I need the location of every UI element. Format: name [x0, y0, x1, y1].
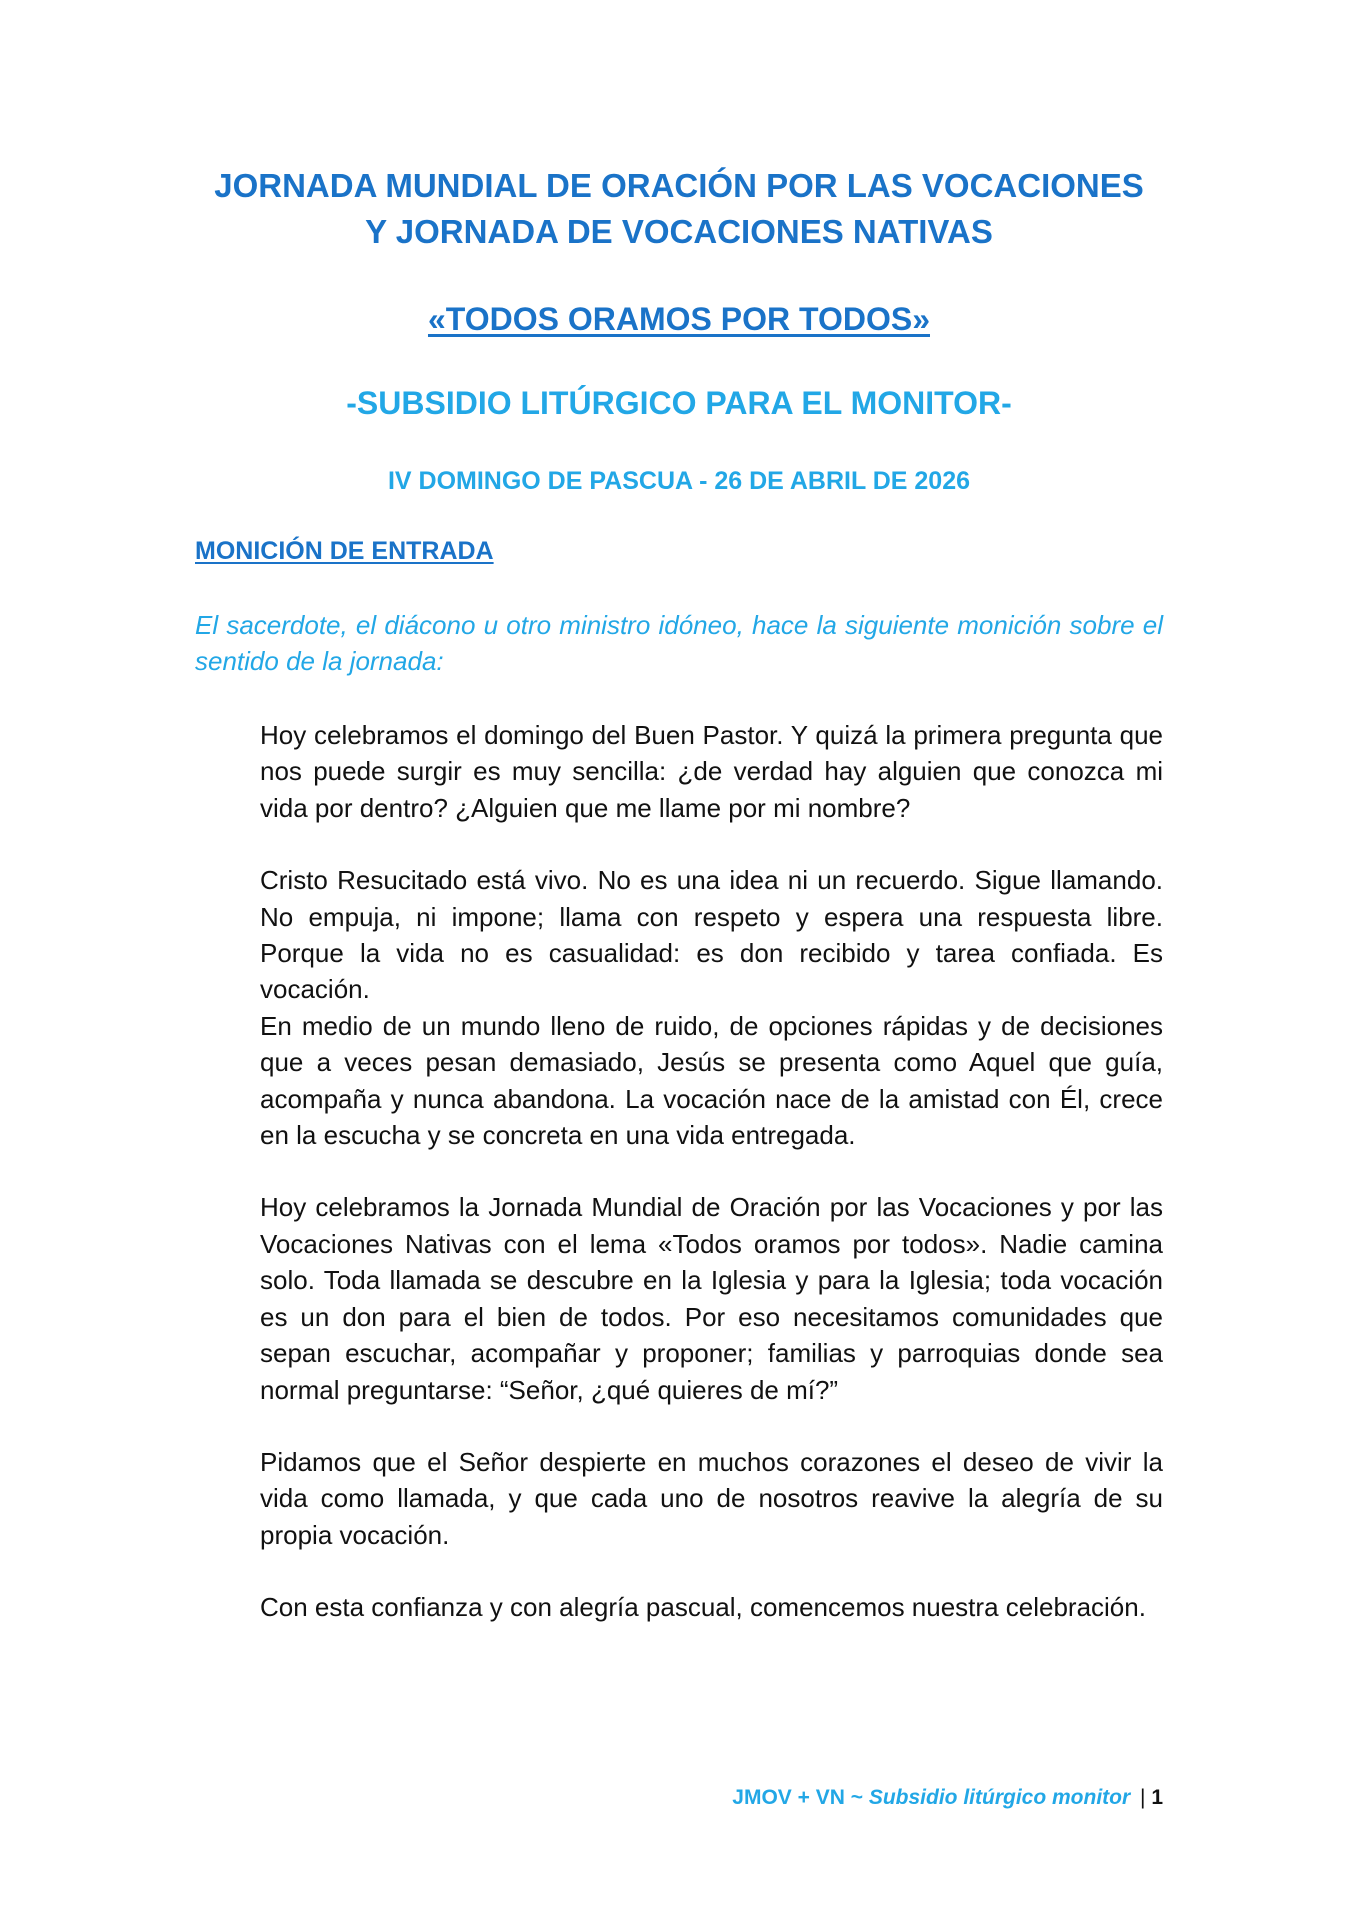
motto-heading: «TODOS ORAMOS POR TODOS» — [427, 301, 930, 337]
title-line-1: JORNADA MUNDIAL DE ORACIÓN POR LAS VOCACIONES — [214, 167, 1144, 204]
rubric-instruction: El sacerdote, el diácono u otro ministro idóneo, hace la siguiente monición sobre el sentido de la jornada: — [195, 610, 1163, 676]
subsidio-heading: -SUBSIDIO LITÚRGICO PARA EL MONITOR- — [346, 385, 1012, 421]
page-footer — [732, 1784, 1163, 1812]
section-heading: MONICIÓN DE ENTRADA — [195, 537, 494, 565]
paragraph: Pidamos que el Señor despierte en muchos corazones el deseo de vivir la vida como llamada, y que cada uno de nosotros reavive la alegría de su propia vocación. — [260, 1446, 1163, 1550]
paragraph: Hoy celebramos la Jornada Mundial de Oración por las Vocaciones y por las Vocaciones Nativas con el lema «Todos oramos por todos». Nadie camina solo. Toda llamada se descubre en la Iglesia y para la Iglesia; toda vocación es un don para el bien de todos. Por eso necesitamos comunidades que sepan escuchar, acompañar y proponer; familias y parroquias donde sea normal preguntarse: “Señor, ¿qué quieres de mí?” — [260, 1192, 1163, 1405]
title-line-2: Y JORNADA DE VOCACIONES NATIVAS — [365, 213, 993, 250]
document-title — [195, 163, 1163, 255]
footer-doc-title: Subsidio litúrgico monitor — [868, 1786, 1131, 1809]
paragraph: En medio de un mundo lleno de ruido, de opciones rápidas y de decisiones que a veces pesan demasiado, Jesús se presenta como Aquel que guía, acompaña y nunca abandona. La vocación nace de la amistad con Él, crece en la escucha y se concreta en una vida entregada. — [260, 1010, 1163, 1151]
page-number: 1 — [1151, 1786, 1163, 1809]
footer-short-title: JMOV + VN ~ — [732, 1786, 863, 1809]
paragraph: Hoy celebramos el domingo del Buen Pastor. Y quizá la primera pregunta que nos puede surgir es muy sencilla: ¿de verdad hay alguien que conozca mi vida por dentro? ¿Alguien que me llame por mi nombre? — [260, 720, 1163, 823]
paragraph: Cristo Resucitado está vivo. No es una idea ni un recuerdo. Sigue llamando. No empuja, ni impone; llama con respeto y espera una respuesta libre. Porque la vida no es casualidad: es don recibido y tarea confiada. Es vocación. — [260, 865, 1163, 1005]
liturgical-date: IV DOMINGO DE PASCUA - 26 DE ABRIL DE 2026 — [387, 467, 971, 495]
monition-body — [260, 717, 1163, 1626]
footer-separator: | — [1140, 1786, 1146, 1809]
paragraph: Con esta confianza y con alegría pascual, comencemos nuestra celebración. — [260, 1592, 1146, 1623]
